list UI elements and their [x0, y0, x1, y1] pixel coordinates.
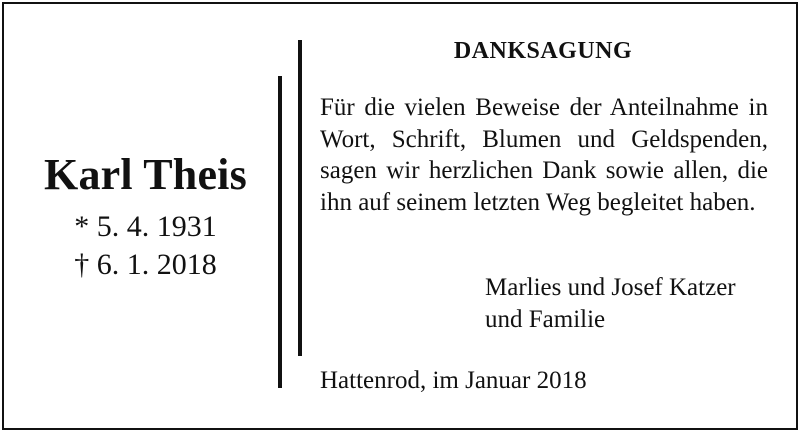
deceased-panel [18, 150, 273, 284]
divider-line-left [278, 76, 282, 388]
signature-line-family: und Familie [485, 305, 606, 333]
birth-date: * 5. 4. 1931 [74, 210, 217, 243]
signature-line-names: Marlies und Josef Katzer [485, 274, 736, 301]
deceased-name: Karl Theis [44, 150, 247, 199]
place-and-date: Hattenrod, im Januar 2018 [320, 367, 587, 394]
thank-you-message: Für die vielen Beweise der Anteilnahme in Wort, Schrift, Blumen und Geldspenden, sagen wir herzlichen Dank sowie allen, die ihn auf seinem letzten Weg begleitet haben. [320, 94, 768, 216]
signature [485, 272, 736, 335]
notice-heading: DANKSAGUNG [453, 38, 633, 64]
divider-line-right [298, 40, 302, 356]
death-date: † 6. 1. 2018 [74, 248, 217, 281]
